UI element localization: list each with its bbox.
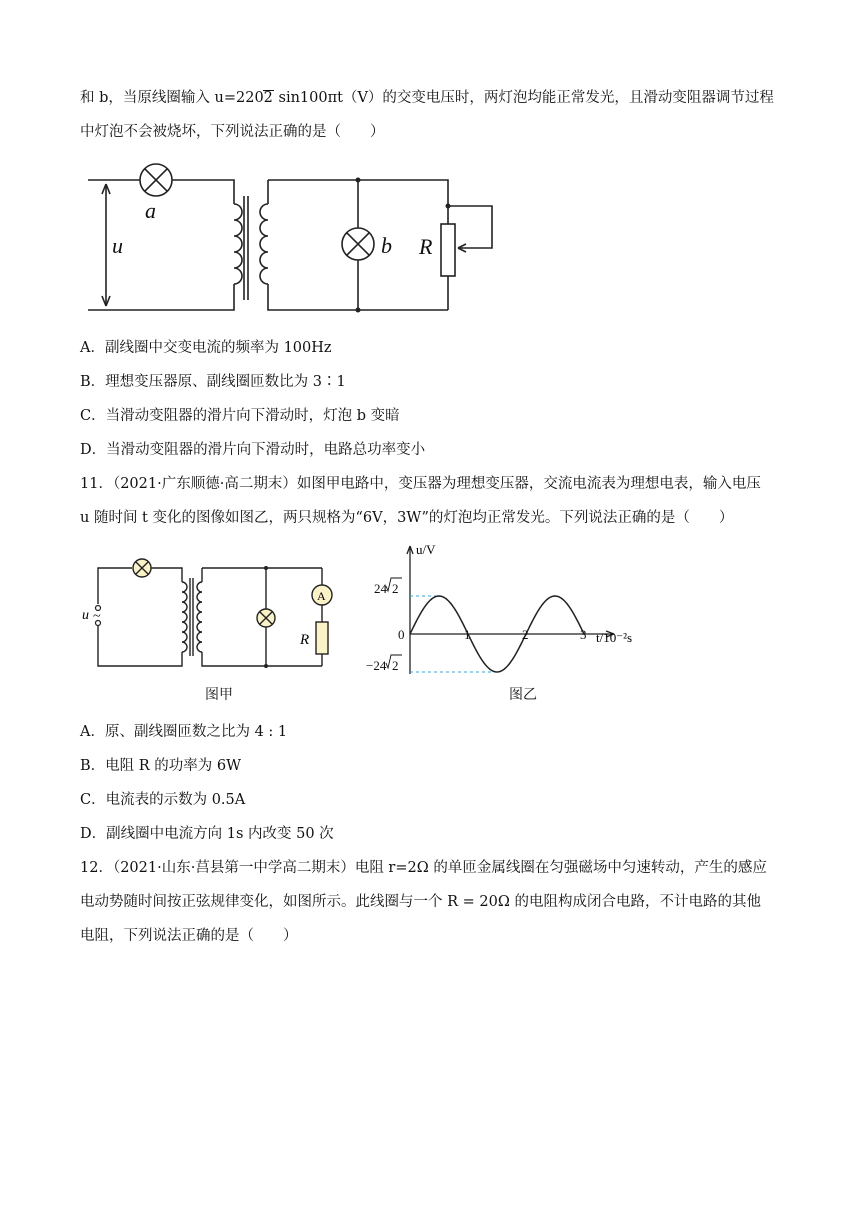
q11-option-d: D．副线圈中电流方向 1s 内改变 50 次 (80, 826, 334, 842)
q10-option-d: D．当滑动变阻器的滑片向下滑动时，电路总功率变小 (80, 442, 426, 458)
q10-circuit-diagram (86, 158, 506, 318)
y-tick-top-sqrt: 2 (392, 581, 399, 596)
x-tick-label: 1 (464, 627, 471, 642)
label-b: b (381, 233, 392, 258)
q10-stem-line1 (80, 88, 774, 108)
sqrt-2: 2 (263, 90, 273, 106)
q12-stem-line2: 电动势随时间按正弦规律变化，如图所示。此线圈与一个 R = 20Ω 的电阻构成闭合电路，不计电路的其他 (80, 894, 761, 910)
caption-fig-yi: 图乙 (509, 687, 537, 703)
x-tick-label: 3 (580, 627, 587, 642)
q11-option-b: B．电阻 R 的功率为 6W (80, 758, 242, 774)
y-axis-label: u/V (416, 542, 436, 557)
q11-voltage-chart (360, 538, 660, 678)
label-u-source: u (82, 608, 89, 623)
y-tick-bottom-number: −24 (366, 658, 387, 673)
q10-line1-pre: 和 b，当原线圈输入 u=220 (80, 90, 264, 106)
label-a: a (145, 198, 156, 223)
x-axis-label: t/10⁻²s (596, 630, 633, 645)
caption-fig-jia: 图甲 (205, 687, 233, 703)
q10-option-a: A．副线圈中交变电流的频率为 100Hz (80, 340, 332, 356)
y-tick-top-number: 24 (374, 581, 387, 596)
q12-stem-line3: 电阻，下列说法正确的是（ ） (80, 928, 298, 944)
q11-option-c: C．电流表的示数为 0.5A (80, 792, 246, 808)
q11-option-a: A．原、副线圈匝数之比为 4 : 1 (80, 724, 288, 740)
q11-circuit-diagram (78, 552, 348, 672)
label-R: R (419, 234, 433, 259)
q10-option-c: C．当滑动变阻器的滑片向下滑动时，灯泡 b 变暗 (80, 408, 400, 424)
y-tick-bottom-sqrt: 2 (392, 658, 399, 673)
label-u: u (112, 233, 123, 258)
q12-stem-line1: 12．（2021·山东·莒县第一中学高二期末）电阻 r=2Ω 的单匝金属线圈在匀强磁场中匀速转动，产生的感应 (80, 860, 767, 876)
q11-stem-line1: 11．（2021·广东顺德·高二期末）如图甲电路中，变压器为理想变压器，交流电流表为理想电表，输入电压 (80, 476, 761, 492)
q10-option-b: B．理想变压器原、副线圈匝数比为 3∶1 (80, 374, 346, 390)
x-tick-label: 2 (522, 627, 529, 642)
q11-stem-line2: u 随时间 t 变化的图像如图乙，两只规格为“6V，3W”的灯泡均正常发光。下列说法正确的是（ ） (80, 510, 734, 526)
q10-line1-post: sin100πt（V）的交变电压时，两灯泡均能正常发光，且滑动变阻器调节过程 (273, 90, 774, 106)
q10-stem-line2: 中灯泡不会被烧坏，下列说法正确的是（ ） (80, 124, 385, 140)
tilde-icon: ~ (93, 609, 101, 624)
label-R-small: R (300, 632, 310, 648)
ammeter-label: A (317, 589, 326, 603)
x-tick-label: 0 (398, 627, 405, 642)
